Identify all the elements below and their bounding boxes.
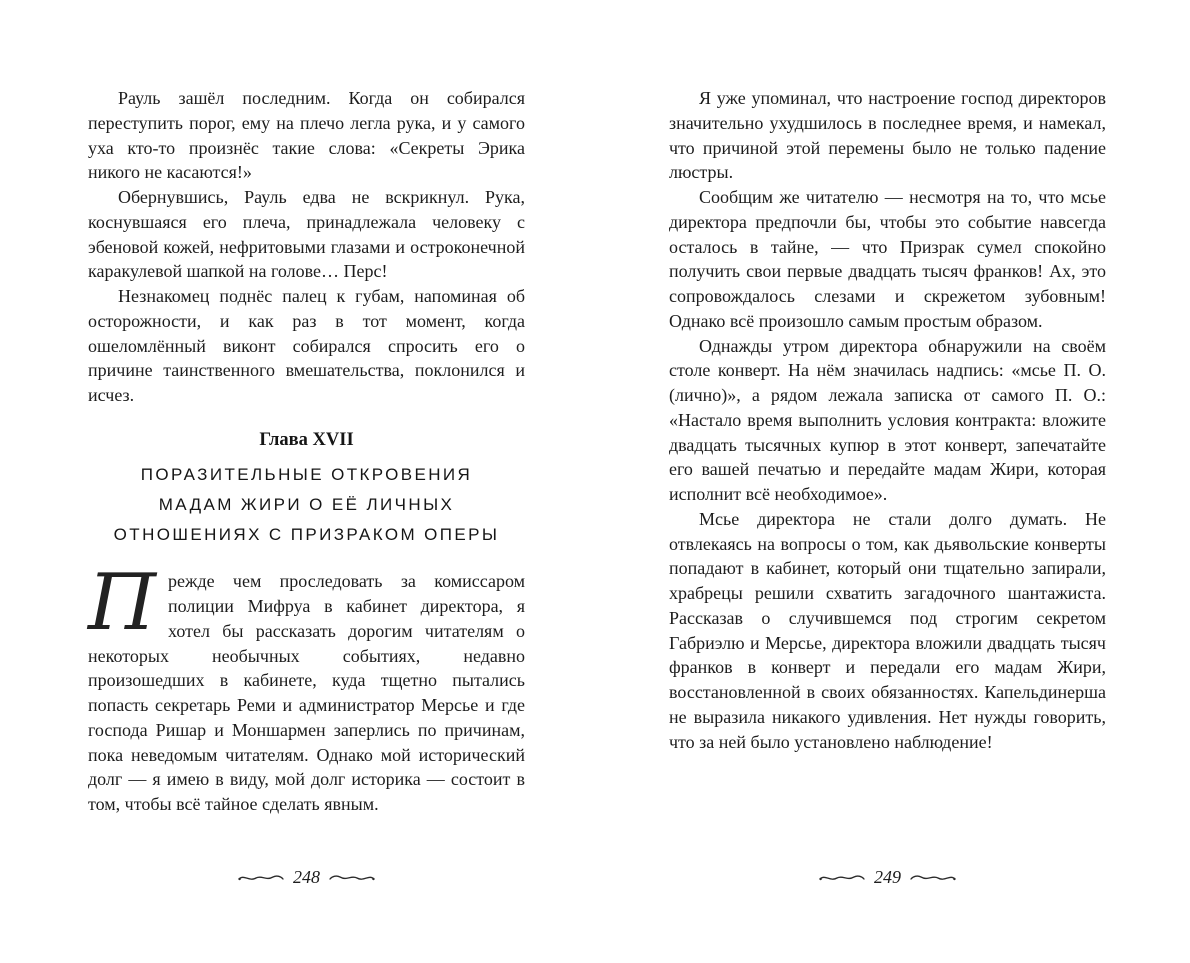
right-page xyxy=(669,86,1106,894)
drop-cap: П xyxy=(88,558,157,649)
chapter-title-line: МАДАМ ЖИРИ О ЕЁ ЛИЧНЫХ xyxy=(158,494,455,514)
paragraph: Рауль зашёл последним. Когда он собирался переступить порог, ему на плечо легла рука, и у самого уха кто-то произнёс такие слова: «Секреты Эрика никого не касаются!» xyxy=(88,88,525,183)
paragraph: Сообщим же читателю — несмотря на то, что мсье директора предпочли бы, чтобы это событие навсегда осталось в тайне, — что Призрак сумел спокойно получить свои первые двадцать тысяч франков! Ах, это сопровождалось слезами и скрежетом зубовным! Однако всё произошло самым простым образом. xyxy=(669,187,1106,331)
chapter-label: Глава XVII xyxy=(259,429,354,450)
opening-paragraph-text: режде чем проследовать за комиссаром полиции Мифруа в кабинет директора, я хотел бы рассказать дорогим читателям о некоторых необычных событиях, недавно произошедших в кабинете, куда тщетно пытались попасть секретарь Реми и администратор Мерсье и где господа Ришар и Моншармен заперлись по причинам, пока неведомым читателям. Однако мой исторический долг — я имею в виду, мой долг историка — состоит в том, чтобы всё тайное сделать явным. xyxy=(88,571,525,815)
page-number: 249 xyxy=(874,867,901,887)
right-page-body xyxy=(669,86,1106,855)
left-page xyxy=(88,86,525,894)
page-number: 248 xyxy=(293,867,320,887)
chapter-heading xyxy=(88,430,525,550)
flourish-left-icon xyxy=(238,873,284,883)
flourish-left-icon xyxy=(819,873,865,883)
paragraph: Я уже упоминал, что настроение господ директоров значительно ухудшилось в последнее время, и намекал, что причиной этой перемены было не только падение люстры. xyxy=(669,88,1106,183)
left-page-body xyxy=(88,86,525,855)
right-page-footer xyxy=(669,855,1106,894)
chapter-title-line: ПОРАЗИТЕЛЬНЫЕ ОТКРОВЕНИЯ xyxy=(140,464,473,484)
chapter-title-line: ОТНОШЕНИЯХ С ПРИЗРАКОМ ОПЕРЫ xyxy=(113,524,500,544)
flourish-right-icon xyxy=(910,873,956,883)
opening-paragraph xyxy=(88,558,525,817)
paragraph: Обернувшись, Рауль едва не вскрикнул. Рука, коснувшаяся его плеча, принадлежала человеку с эбеновой кожей, нефритовыми глазами и остроконечной каракулевой шапкой на голове… Перс! xyxy=(88,187,525,282)
paragraph: Однажды утром директора обнаружили на своём столе конверт. На нём значилась надпись: «мсье П. О. (лично)», а рядом лежала записка от самого П. О.: «Настало время выполнить условия контракта: вложите двадцать тысячных купюр в этот конверт, запечатайте его вашей печатью и передайте мадам Жири, которая исполнит всё необходимое». xyxy=(669,335,1106,504)
paragraph: Мсье директора не стали долго думать. Не отвлекаясь на вопросы о том, как дьявольские конверты попадают в кабинет, который они тщательно запирали, храбрецы решили схватить загадочного шантажиста. Рассказав о случившемся под строгим секретом Габриэлю и Мерсье, директора вложили двадцать тысяч франков в конверт и передали его мадам Жири, восстановленной в своих обязанностях. Капельдинерша не выразила никакого удивления. Нет нужды говорить, что за ней было установлено наблюдение! xyxy=(669,508,1106,752)
paragraph: Незнакомец поднёс палец к губам, напоминая об осторожности, и как раз в тот момент, когда ошеломлённый виконт собирался спросить его о причине таинственного вмешательства, поклонился и исчез. xyxy=(88,286,525,405)
left-page-footer xyxy=(88,855,525,894)
flourish-right-icon xyxy=(329,873,375,883)
